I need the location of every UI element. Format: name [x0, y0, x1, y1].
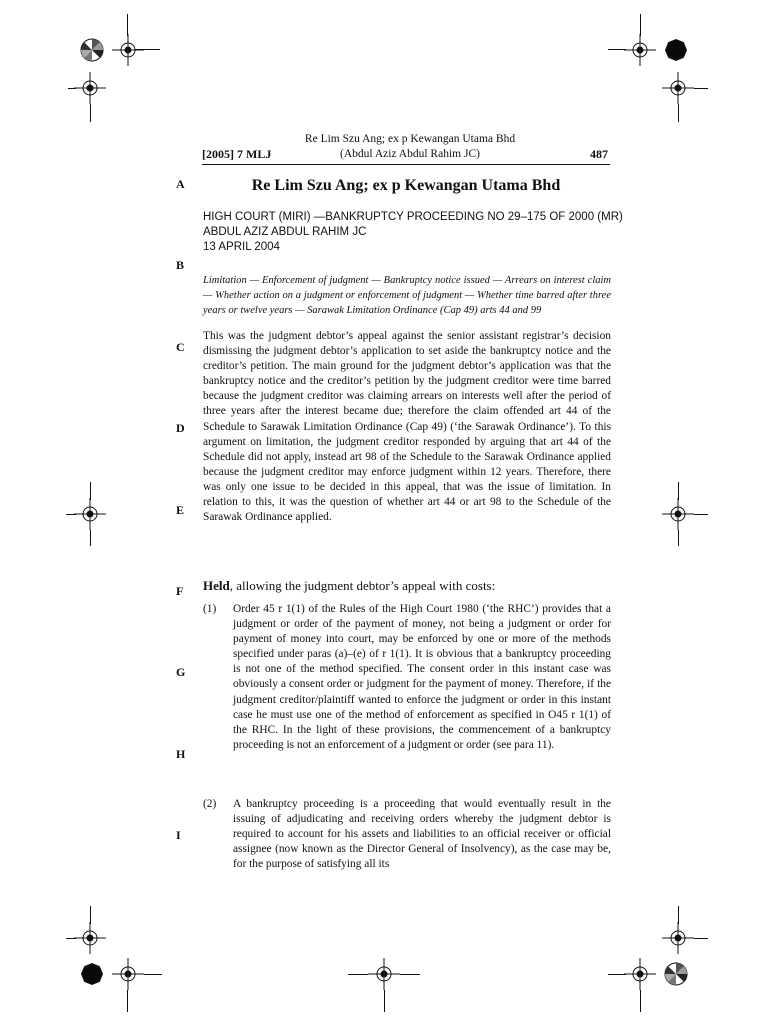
case-title: Re Lim Szu Ang; ex p Kewangan Utama Bhd — [251, 177, 561, 194]
crop-line — [400, 974, 420, 975]
margin-letter-g: G — [176, 665, 186, 679]
registration-mark-top-left-2 — [74, 72, 106, 104]
black-dot-mark-bottom-left — [80, 962, 104, 986]
registration-mark-top-left-1 — [112, 34, 144, 66]
registration-mark-middle-right — [662, 498, 694, 530]
crop-line — [127, 990, 128, 1012]
journal-citation: [2005] 7 MLJ — [202, 147, 272, 161]
holding-text: A bankruptcy proceeding is a proceeding that would eventually result in the issuing of adjudicating and receiving orders whereby the judgment debtor is required to account for his assets and liabilities to an official receiver or official assignee (now known as the Director General of Insolvency), as the case may be, for the purpose of satisfying all its — [233, 798, 611, 871]
crop-line — [90, 530, 91, 546]
crop-line — [694, 514, 708, 515]
crop-line — [678, 530, 679, 546]
held-label: Held — [203, 578, 230, 593]
header-rule — [202, 164, 610, 165]
crop-line — [127, 14, 128, 36]
held-text: , allowing the judgment debtor’s appeal with costs: — [229, 578, 496, 593]
holding-text: Order 45 r 1(1) of the Rules of the High Court 1980 (‘the RHC’) provides that a judgment or order of the payment of money, not being a judgment or order for payment of money into court, may be enforced by one or more of the methods specified under paras (a)–(e) of r 1(1). It is obvious that a bankruptcy proceeding is not one of the method specified. The consent order in this instant case was obviously a consent order or judgment for the payment of money. Therefore, if the judgment creditor/plaintiff wanted to enforce the judgment or order in this instant case he must use one of the method of enforcement as specified in O45 r 1(1) of the RHC. In the light of these provisions, the commencement of a bankruptcy proceeding is not an enforcement of a judgment or order (see para 11). — [233, 603, 611, 751]
crop-line — [135, 49, 160, 50]
crop-line — [348, 974, 368, 975]
running-header-center — [300, 132, 520, 162]
crop-line — [68, 88, 76, 89]
running-header-case-name: Re Lim Szu Ang; ex p Kewangan Utama Bhd — [304, 133, 516, 145]
registration-mark-top-right-2 — [662, 72, 694, 104]
margin-letter-h: H — [176, 747, 186, 761]
margin-letter-i: I — [176, 828, 181, 842]
held-line — [203, 578, 495, 594]
registration-mark-middle-left — [74, 498, 106, 530]
case-details — [203, 210, 623, 255]
crop-line — [144, 974, 162, 975]
crop-line — [66, 938, 76, 939]
crop-line — [640, 990, 641, 1012]
crop-line — [678, 104, 679, 122]
running-header-judge: (Abdul Aziz Abdul Rahim JC) — [340, 148, 480, 160]
color-wheel-mark-bottom-right — [664, 962, 688, 986]
crop-line — [384, 990, 385, 1012]
color-wheel-mark-top-left — [80, 38, 104, 62]
registration-mark-bottom-left-1 — [74, 922, 106, 954]
crop-line — [608, 49, 626, 50]
holding-number: (2) — [203, 798, 217, 810]
decision-date: 13 APRIL 2004 — [203, 241, 280, 253]
margin-letter-c: C — [176, 340, 185, 354]
margin-letter-b: B — [176, 258, 185, 272]
crop-line — [608, 974, 626, 975]
holding-number: (1) — [203, 603, 217, 615]
headnote-paragraph: This was the judgment debtor’s appeal against the senior assistant registrar’s decision dismissing the judgment debtor’s application to set aside the bankruptcy notice and the creditor’s petition. The main ground for the judgment debtor’s application was that the bankruptcy notice and the creditor’s petition by the judgment creditor were time barred because the judgment creditor was claiming arrears on interests well after the period of three years after the interest became due; therefore the claim offended art 44 of the Schedule to Sarawak Limitation Ordinance (Cap 49) (‘the Sarawak Ordinance’). To this argument on limitation, the judgment creditor responded by arguing that art 44 of the Schedule did not apply, instead art 98 of the Schedule to the Sarawak Ordinance applied because the judgment creditor may enforce judgment within 12 years. Therefore, there was only one issue to be decided in this appeal, that was the issue of limitation. In relation to this, it was the question of whether art 44 or art 98 to the Schedule of the Sarawak Ordinance applied. — [203, 330, 611, 524]
registration-mark-bottom-right-2 — [624, 958, 656, 990]
black-dot-mark-top-right — [664, 38, 688, 62]
margin-letter-f: F — [176, 584, 184, 598]
margin-letter-a: A — [176, 177, 185, 191]
registration-mark-top-right-1 — [624, 34, 656, 66]
judge-line: ABDUL AZIZ ABDUL RAHIM JC — [203, 226, 367, 238]
crop-line — [90, 104, 91, 122]
registration-mark-bottom-left-2 — [112, 958, 144, 990]
crop-line — [66, 514, 76, 515]
crop-line — [694, 938, 708, 939]
catchwords: Limitation — Enforcement of judgment — Bankruptcy notice issued — Arrears on interest claim — Whether action on a judgment or enforcement of judgment — Whether time barred after three years or twelve years — Sarawak Limitation Ordinance (Cap 49) arts 44 and 99 — [203, 275, 611, 316]
margin-letter-e: E — [176, 503, 185, 517]
margin-letter-d: D — [176, 421, 185, 435]
court-line: HIGH COURT (MIRI) —BANKRUPTCY PROCEEDING NO 29–175 OF 2000 (MR) — [203, 211, 623, 223]
registration-mark-bottom-center — [368, 958, 400, 990]
crop-line — [694, 88, 708, 89]
registration-mark-bottom-right-1 — [662, 922, 694, 954]
page-number: 487 — [590, 147, 608, 161]
crop-line — [640, 14, 641, 36]
